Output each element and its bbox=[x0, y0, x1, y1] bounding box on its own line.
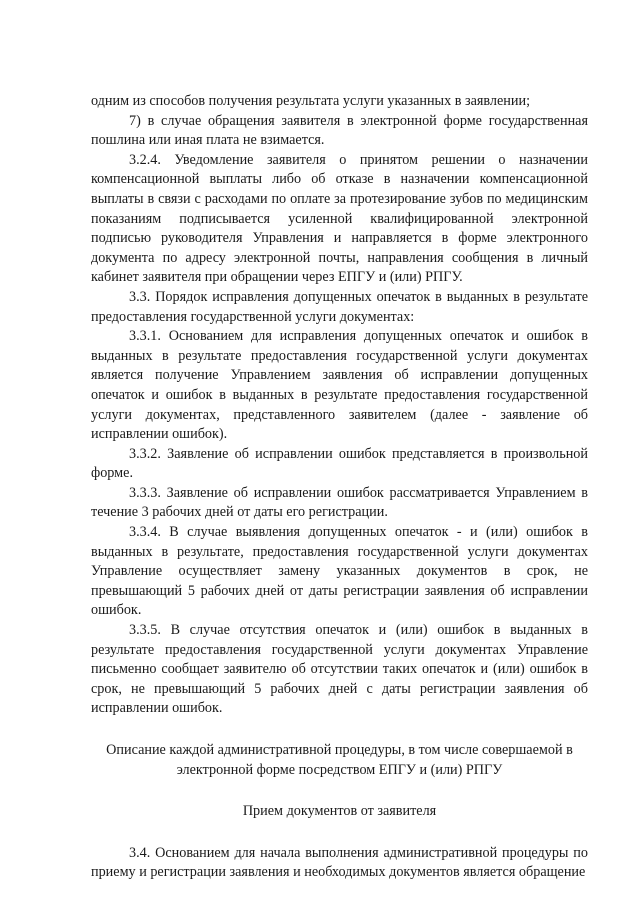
paragraph-item-7: 7) в случае обращения заявителя в электронной форме государственная пошлина или иная плата не взимается. bbox=[91, 112, 588, 149]
paragraph-3-3-5: 3.3.5. В случае отсутствия опечаток и (или) ошибок в выданных в результате предоставления государственной услуги документах Управление письменно сообщает заявителю об отсутствии таких опечаток и (или) ошибок в срок, не превышающий 5 рабочих дней с даты регистрации заявления об исправлении ошибок. bbox=[91, 622, 588, 717]
paragraph-3-3-1: 3.3.1. Основанием для исправления допущенных опечаток и ошибок в выданных в результате предоставления государственной услуги документах является получение Управлением заявления об исправлении допущенных опечаток и ошибок в выданных в результате предоставления государственной услуги документах, представленного заявителем (далее - заявление об исправлении ошибок). bbox=[91, 328, 588, 443]
paragraph-3-2-4: 3.2.4. Уведомление заявителя о принятом решении о назначении компенсационной выплаты либо об отказе в назначении компенсационной выплаты в связи с расходами по оплате за протезирование зубов по медицинским показаниям подписывается усиленной квалифицированной электронной подписью руководителя Управления и направляется в форме электронного документа по адресу электронной почты, направления сообщения в личный кабинет заявителя при обращении через ЕПГУ и (или) РПГУ. bbox=[91, 151, 588, 286]
document-body bbox=[91, 92, 588, 883]
paragraph-3-3-3: 3.3.3. Заявление об исправлении ошибок рассматривается Управлением в течение 3 рабочих дней от даты его регистрации. bbox=[91, 484, 588, 521]
paragraph-3-3-2: 3.3.2. Заявление об исправлении ошибок представляется в произвольной форме. bbox=[91, 445, 588, 482]
paragraph-continuation: одним из способов получения результата услуги указанных в заявлении; bbox=[91, 93, 531, 109]
paragraph-3-4: 3.4. Основанием для начала выполнения административной процедуры по приему и регистрации заявления и необходимых документов является обращение bbox=[91, 844, 588, 881]
spacer bbox=[91, 719, 588, 741]
paragraph-3-3: 3.3. Порядок исправления допущенных опечаток в выданных в результате предоставления государственной услуги документах: bbox=[91, 288, 588, 325]
paragraph-3-3-4: 3.3.4. В случае выявления допущенных опечаток - и (или) ошибок в выданных в результате, предоставления государственной услуги документах Управление осуществляет замену указанных документов в срок, не превышающий 5 рабочих дней от даты регистрации заявления об исправлении ошибок. bbox=[91, 524, 588, 619]
section-heading-line-2: электронной форме посредством ЕПГУ и (или) РПГУ bbox=[176, 761, 503, 778]
section-heading-line-1: Описание каждой административной процедуры, в том числе совершаемой в bbox=[106, 742, 573, 758]
spacer bbox=[91, 822, 588, 844]
spacer bbox=[91, 780, 588, 802]
subheading: Прием документов от заявителя bbox=[242, 803, 437, 820]
